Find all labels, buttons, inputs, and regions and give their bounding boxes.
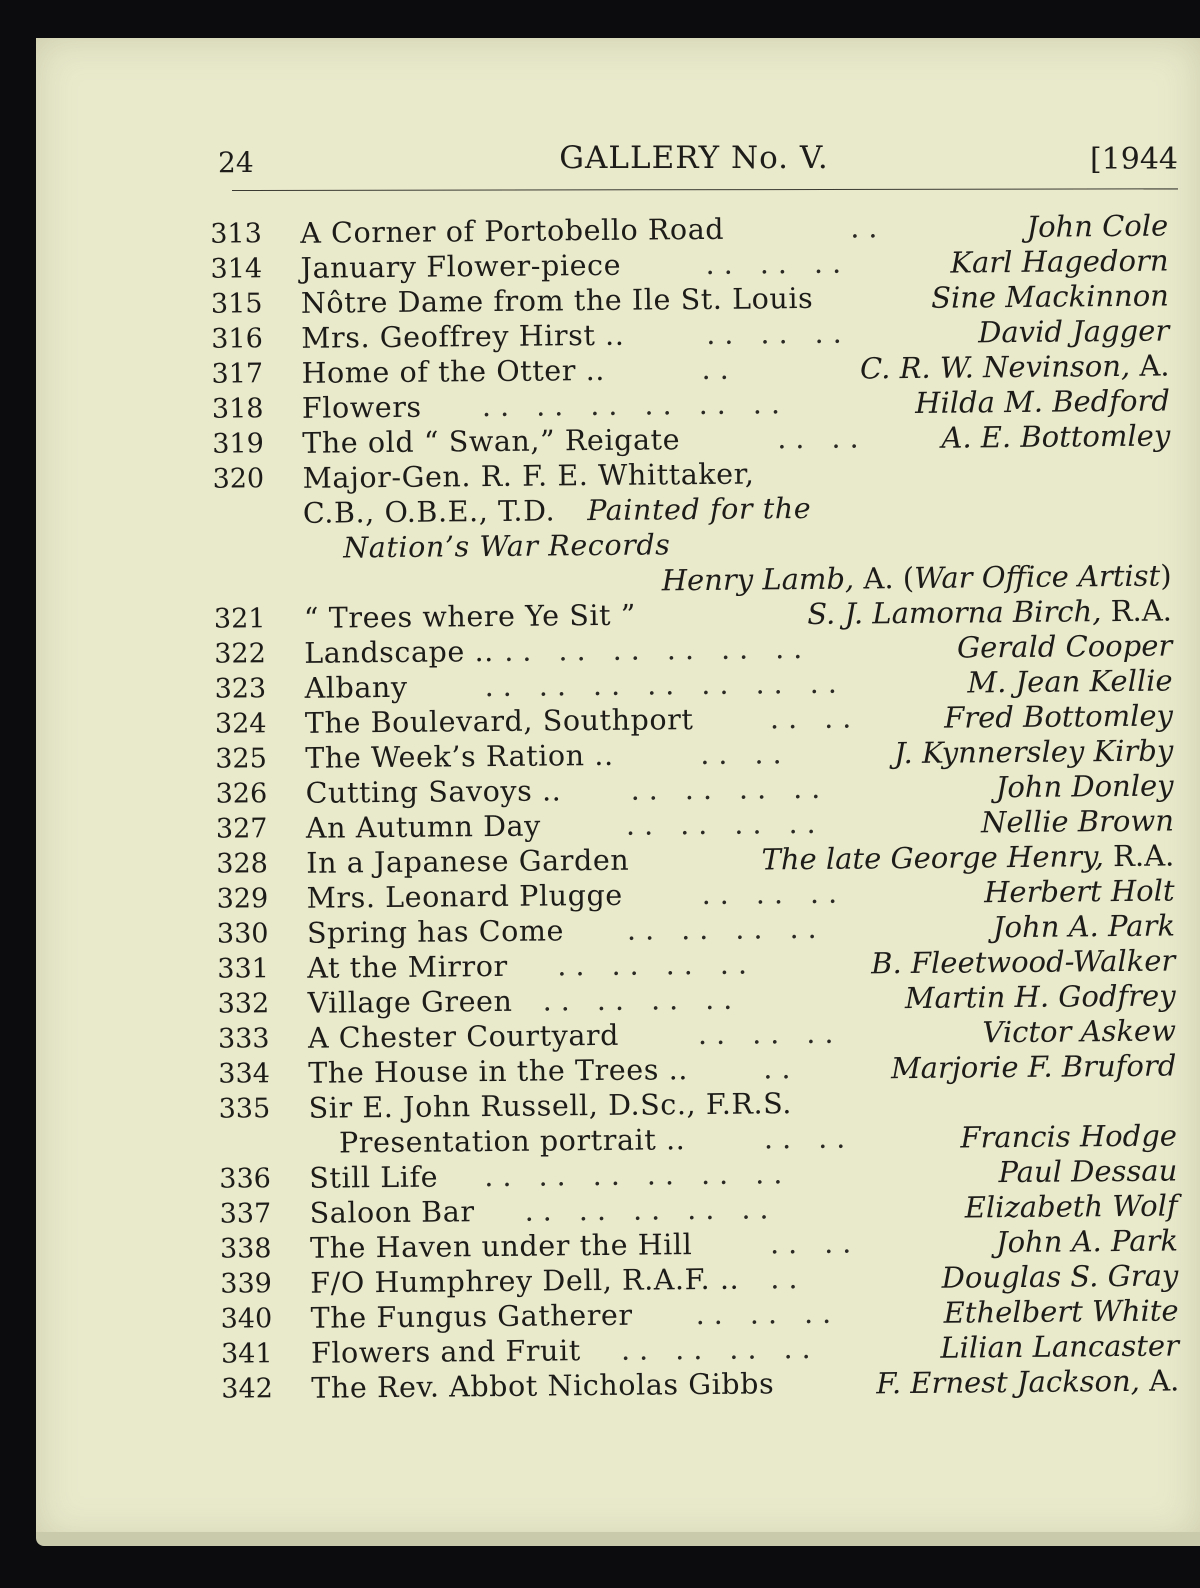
dot-leaders: .. .. .. .. .. .. [484, 1157, 792, 1194]
artist-name: Lilian Lancaster [940, 1328, 1180, 1365]
entry-number: 318 [211, 393, 264, 425]
entry-artist [915, 383, 1170, 419]
entry-title-text: Landscape .. [304, 635, 495, 670]
dot-leaders: .. .. .. .. .. .. [481, 387, 790, 424]
entry-number: 326 [215, 778, 268, 810]
entry-number: 337 [219, 1198, 272, 1230]
entry-title-text: Flowers [301, 390, 422, 425]
entry-title [310, 1228, 693, 1266]
entry-title-text: Home of the Otter .. [301, 353, 606, 390]
entry-title-text: The Haven under the Hill [309, 1228, 693, 1265]
dot-leaders: .. .. [763, 1121, 855, 1156]
entry-artist [1026, 209, 1168, 244]
entry-number: 335 [218, 1093, 271, 1125]
entry-title-text: Major-Gen. R. F. E. Whittaker, [302, 457, 755, 495]
entry-title [302, 457, 754, 495]
entry-title [311, 1367, 774, 1405]
artist-name: John A. Park [995, 1223, 1179, 1260]
entry-title [306, 844, 629, 881]
entry-title-text: Sir E. John Russell, D.Sc., F.R.S. [308, 1087, 793, 1125]
entry-artist [996, 1223, 1178, 1259]
entry-artist [860, 349, 1170, 386]
page-title: GALLERY No. V. [559, 140, 829, 176]
entry-number: 315 [210, 288, 263, 320]
entry-number: 327 [215, 813, 268, 845]
entry-title [309, 1161, 438, 1196]
dot-leaders: .. .. .. [695, 1296, 841, 1332]
artist-distinction: R.A. [1101, 593, 1173, 629]
dot-leaders: .. .. [700, 737, 791, 772]
dot-leaders: .. .. .. .. [557, 947, 757, 983]
page-year: [1944 [1089, 142, 1178, 177]
entry-number: 334 [218, 1058, 271, 1090]
entry-title [302, 391, 422, 426]
entry-title-text: A Corner of Portobello Road [300, 212, 725, 250]
entry-title-text: Mrs. Leonard Plugge [306, 878, 623, 915]
entry-number: 336 [219, 1163, 272, 1195]
entry-number: 322 [214, 638, 266, 670]
dot-leaders: .. .. .. .. [542, 982, 742, 1018]
dot-leaders: .. .. .. .. [630, 771, 830, 807]
entry-title-text: F/O Humphrey Dell, R.A.F. .. [310, 1262, 740, 1300]
artist-name: M. Jean Kellie [967, 663, 1173, 700]
dot-leaders: .. .. .. [705, 246, 851, 281]
entry-title-text: At the Mirror [307, 949, 508, 985]
entry-number: 316 [211, 323, 263, 355]
artist-name: Gerald Cooper [956, 628, 1173, 665]
artist-distinction: A. [1130, 348, 1170, 383]
entry-title [339, 1123, 686, 1160]
entry-title-text: The Fungus Gatherer [310, 1298, 633, 1335]
entry-artist [807, 593, 1172, 630]
artist-name: Sine Mackinnon [930, 278, 1170, 315]
entry-artist [984, 873, 1175, 909]
entry-number: 341 [220, 1338, 273, 1370]
entry-title [308, 1087, 792, 1126]
entry-artist [996, 768, 1174, 804]
artist-name: S. J. Lamorna Birch, [807, 594, 1102, 631]
entry-artist [944, 698, 1173, 734]
entry-title [311, 1299, 633, 1336]
entry-number: 325 [215, 743, 267, 775]
entry-title [305, 774, 561, 810]
entry-title [343, 528, 670, 565]
dot-leaders: .. .. .. [706, 316, 851, 351]
entry-title-text: Presentation portrait .. [338, 1123, 686, 1160]
entry-title-text: C.B., O.B.E., T.D. [302, 494, 556, 530]
entry-number: 331 [217, 953, 270, 985]
artist-name: Marjorie F. Bruford [890, 1048, 1177, 1086]
entry-title-text: In a Japanese Garden [306, 843, 630, 880]
entry-number: 317 [211, 358, 264, 390]
entry-title-text: The House in the Trees .. [308, 1053, 689, 1090]
artist-name: Fred Bottomley [943, 698, 1174, 735]
entry-title-text: Village Green [307, 984, 513, 1020]
entry-title [310, 1263, 739, 1301]
artist-name: Paul Dessau [998, 1153, 1178, 1190]
entry-artist [931, 279, 1169, 315]
entry-title-text: An Autumn Day [305, 809, 542, 845]
entry-title [307, 985, 512, 1021]
dot-leaders: .. [850, 211, 887, 245]
artist-name: Elizabeth Wolf [964, 1188, 1178, 1225]
artist-name: B. Fleetwood-Walker [871, 943, 1176, 981]
artist-name: The late George Henry, [761, 839, 1104, 877]
dot-leaders: .. [770, 1262, 807, 1296]
entry-title [304, 599, 636, 636]
artist-name: Victor Askew [982, 1013, 1177, 1050]
entry-artist [905, 978, 1176, 1015]
entry-artist [998, 1153, 1177, 1189]
entry-number: 338 [219, 1233, 272, 1265]
entry-artist [894, 733, 1173, 770]
entry-title-text: Flowers and Fruit [310, 1334, 581, 1370]
dot-leaders: .. .. .. .. [620, 1331, 820, 1367]
dot-leaders: .. .. .. .. [625, 806, 825, 842]
artist-name: John Cole [1026, 208, 1169, 244]
artist-name: J. Kynnersley Kirby [894, 733, 1174, 771]
entry-title [305, 703, 694, 741]
entry-title [301, 319, 624, 356]
entry-title [301, 354, 605, 391]
entry-title [307, 950, 508, 986]
entry-number: 332 [217, 988, 270, 1020]
entry-artist [662, 558, 1172, 597]
entry-title [304, 671, 407, 706]
artist-name: Ethelbert White [943, 1293, 1179, 1330]
entry-title [311, 1334, 581, 1371]
entry-title-text: The Boulevard, Southport [304, 703, 694, 740]
dot-leaders: .. .. .. [701, 876, 847, 912]
entry-title [306, 810, 541, 846]
entry-artist [982, 1013, 1176, 1049]
entry-number: 333 [217, 1023, 270, 1055]
entry-title [303, 492, 812, 531]
dot-leaders: .. .. .. .. .. .. .. [484, 666, 846, 704]
entry-title [301, 282, 814, 321]
artist-name: F. Ernest Jackson, [876, 1363, 1141, 1401]
dot-leaders: .. .. [777, 421, 868, 456]
entry-title [305, 739, 614, 776]
entry-number: 339 [220, 1268, 273, 1300]
entry-title-text: Still Life [309, 1160, 439, 1195]
artist-name: A. E. Bottomley [941, 418, 1171, 455]
page-number: 24 [218, 146, 254, 179]
artist-name: David Jagger [978, 313, 1170, 350]
entry-artist [942, 1258, 1179, 1294]
entry-number: 320 [212, 463, 265, 495]
entry-number: 328 [216, 848, 268, 880]
artist-name: Douglas S. Gray [941, 1258, 1179, 1295]
entry-title-text: January Flower-piece [300, 248, 622, 285]
entry-title-text: The old “ Swan,” Reigate [302, 423, 681, 460]
entry-title [308, 1053, 688, 1091]
entry-artist [993, 908, 1175, 944]
entry-number: 323 [214, 673, 267, 705]
artist-distinction: R.A. [1103, 838, 1175, 874]
dot-leaders: .. .. .. [697, 1016, 843, 1052]
entry-artist [940, 1328, 1179, 1364]
entry-number: 342 [221, 1373, 274, 1405]
entry-artist [960, 1118, 1177, 1154]
entry-title [310, 1195, 475, 1231]
entry-artist [891, 1048, 1177, 1085]
entry-title [307, 914, 564, 950]
entry-artist [876, 1363, 1179, 1400]
entry-artist [981, 803, 1174, 839]
artist-name: John Donley [995, 768, 1174, 805]
entry-title [308, 1019, 619, 1056]
entry-number: 330 [216, 918, 269, 950]
entry-artist [967, 663, 1172, 699]
entry-number: 324 [214, 708, 267, 740]
dot-leaders: .. .. [769, 701, 861, 736]
entry-title-text: Cutting Savoys .. [305, 774, 562, 810]
entry-artist [957, 628, 1173, 664]
entry-artist [871, 943, 1175, 980]
dot-leaders: .. .. [769, 1226, 861, 1261]
entry-title-note: Nation’s War Records [343, 528, 671, 565]
entry-artist [761, 838, 1174, 876]
entry-title-text: The Week’s Ration .. [305, 738, 614, 775]
dot-leaders: .. .. .. .. .. [524, 1192, 778, 1228]
artist-role: War Office Artist [913, 558, 1161, 595]
artist-name: Herbert Holt [983, 873, 1175, 910]
entry-number: 313 [210, 218, 262, 250]
entry-artist [943, 1293, 1178, 1329]
entry-title-text: Mrs. Geoffrey Hirst .. [301, 318, 625, 355]
entry-title-text: The Rev. Abbot Nicholas Gibbs [311, 1367, 775, 1405]
entry-artist [941, 418, 1170, 454]
entry-title-note: Painted for the [587, 491, 812, 528]
entry-title [304, 635, 494, 671]
entry-number: 321 [213, 603, 266, 635]
artist-distinction: A. [1139, 1363, 1180, 1398]
entry-number: 340 [220, 1303, 273, 1335]
artist-name: John A. Park [992, 908, 1176, 945]
entry-title-text: Nôtre Dame from the Ile St. Louis [300, 281, 814, 320]
entry-title-text: Spring has Come [306, 914, 565, 950]
artist-name: Martin H. Godfrey [904, 978, 1176, 1016]
entry-title [300, 213, 724, 251]
entry-artist [965, 1188, 1178, 1224]
artist-name: Hilda M. Bedford [915, 383, 1171, 420]
artist-name: Karl Hagedorn [950, 243, 1169, 280]
artist-role-close: ) [1160, 558, 1172, 593]
dot-leaders: .. .. .. .. [626, 911, 826, 947]
entry-title [306, 879, 622, 916]
entry-number: 329 [216, 883, 269, 915]
dot-leaders: .. [763, 1052, 800, 1086]
entry-number: 314 [210, 253, 263, 285]
entry-title-text: A Chester Courtyard [307, 1018, 620, 1055]
entry-title-text: Saloon Bar [309, 1195, 475, 1230]
entry-title-text: Albany [304, 670, 408, 705]
entry-number: 319 [212, 428, 264, 460]
entry-artist [978, 314, 1169, 350]
artist-name: Francis Hodge [960, 1118, 1178, 1155]
artist-name: Nellie Brown [980, 803, 1175, 840]
artist-name: C. R. W. Nevinson, [859, 348, 1131, 386]
entry-title [300, 249, 621, 286]
entry-artist [950, 244, 1169, 280]
dot-leaders: .. .. .. .. .. .. [504, 631, 812, 668]
entry-title [302, 423, 680, 461]
dot-leaders: .. [701, 352, 738, 386]
artist-name: Henry Lamb, [661, 561, 855, 598]
entry-title-text: “ Trees where Ye Sit ” [303, 598, 637, 635]
artist-distinction: A. ( [854, 560, 915, 596]
